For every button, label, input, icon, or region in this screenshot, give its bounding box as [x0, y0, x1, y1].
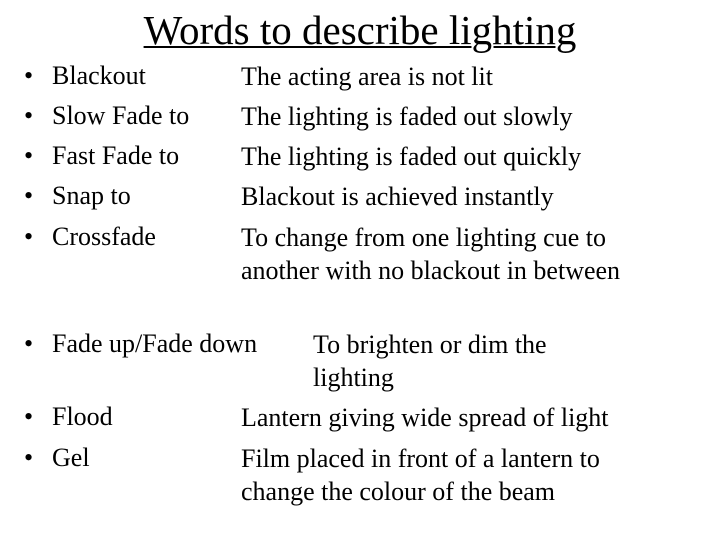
definition-gel: Film placed in front of a lantern to change the colour of the beam — [241, 444, 600, 506]
definition-flood: Lantern giving wide spread of light — [241, 403, 609, 432]
term-blackout: Blackout — [52, 61, 146, 90]
term-fast-fade-to: Fast Fade to — [52, 141, 180, 170]
definition-fade-up-fade-down: To brighten or dim the lighting — [313, 330, 547, 392]
bullet-icon: • — [24, 141, 34, 170]
term-fade-up-fade-down: Fade up/Fade down — [52, 329, 258, 358]
bullet-icon: • — [24, 101, 34, 130]
definition-snap-to: Blackout is achieved instantly — [241, 182, 554, 211]
definition-slow-fade-to: The lighting is faded out slowly — [241, 102, 573, 131]
bullet-icon: • — [24, 402, 34, 431]
slide-title: Words to describe lighting — [143, 7, 577, 53]
bullet-icon: • — [24, 61, 34, 90]
bullet-icon: • — [24, 181, 34, 210]
definition-crossfade: To change from one lighting cue to another with no blackout in between — [241, 223, 621, 285]
term-snap-to: Snap to — [52, 181, 131, 210]
definition-blackout: The acting area is not lit — [241, 62, 493, 91]
term-slow-fade-to: Slow Fade to — [52, 101, 190, 130]
bullet-icon: • — [24, 443, 34, 472]
definition-fast-fade-to: The lighting is faded out quickly — [241, 142, 582, 171]
term-flood: Flood — [52, 402, 113, 431]
term-gel: Gel — [52, 443, 90, 472]
bullet-icon: • — [24, 222, 34, 251]
term-crossfade: Crossfade — [52, 222, 156, 251]
bullet-icon: • — [24, 329, 34, 358]
